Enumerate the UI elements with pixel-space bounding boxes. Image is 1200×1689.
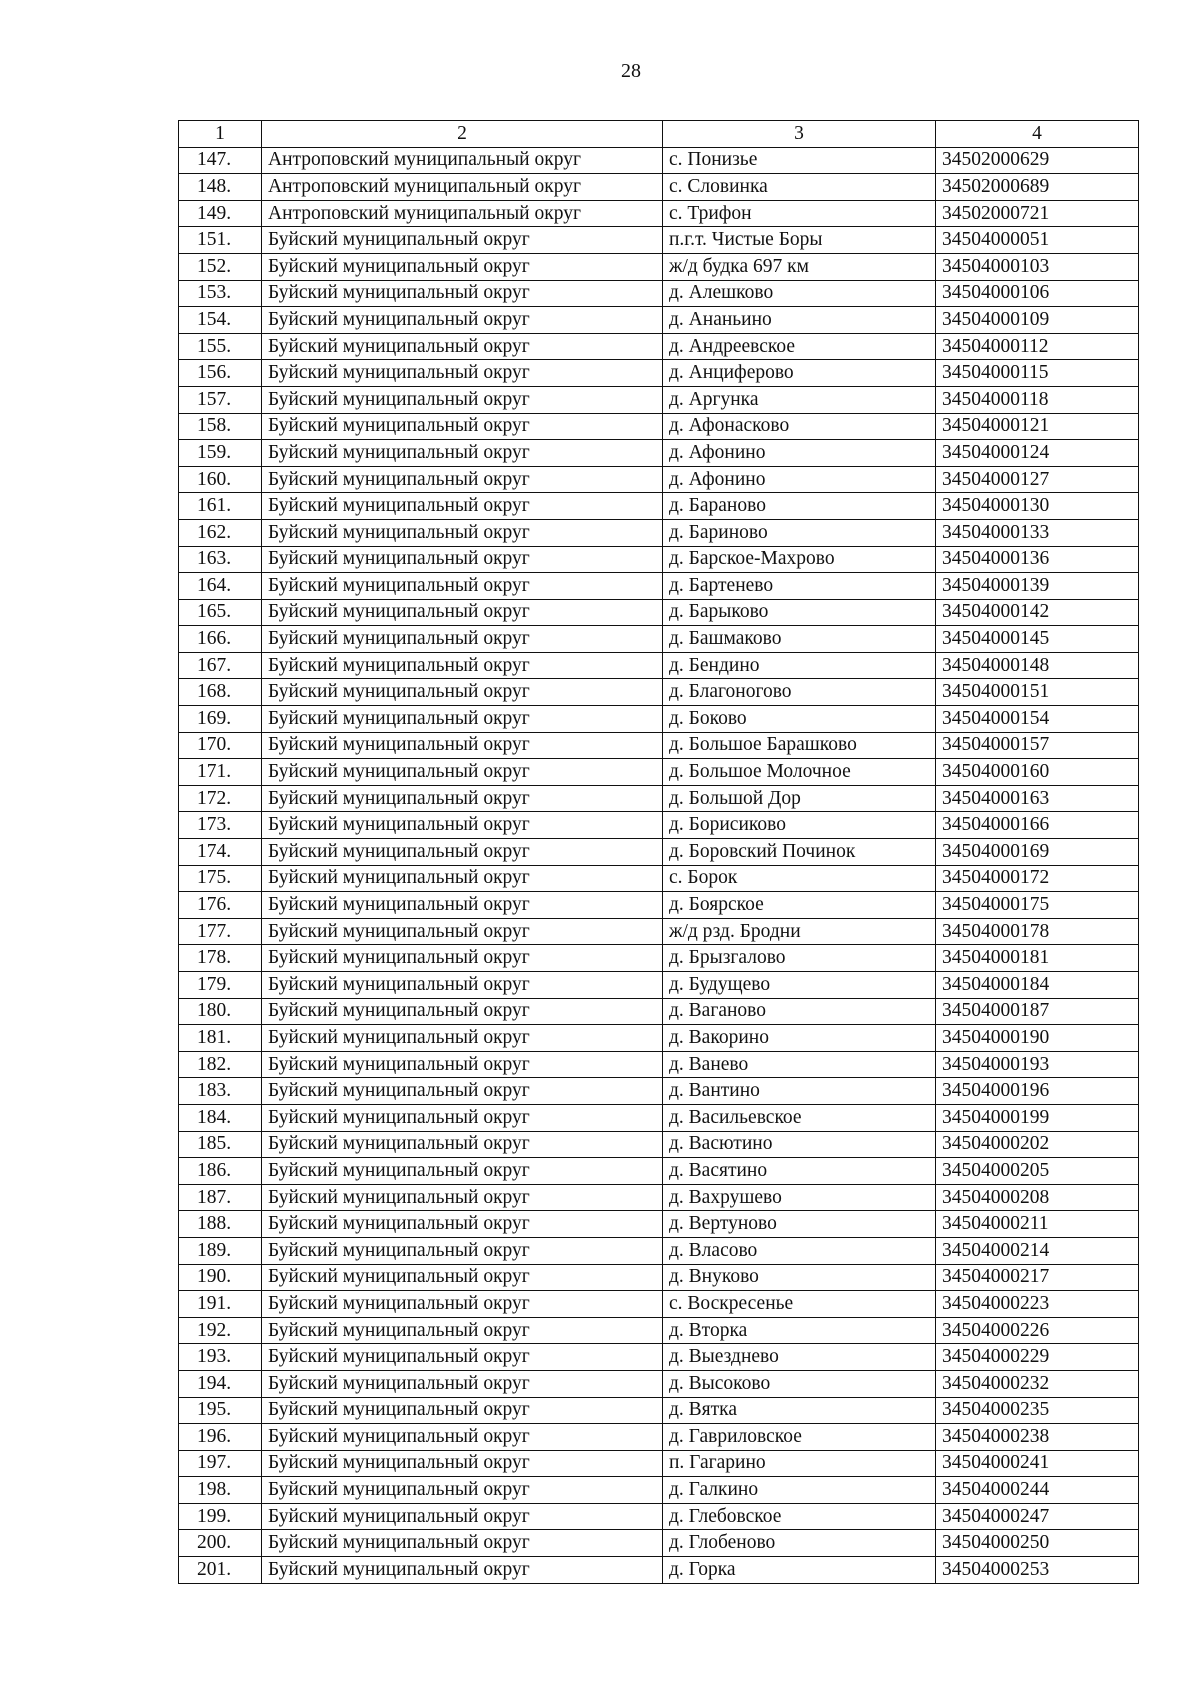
- table-row: [179, 945, 1139, 972]
- oktmo-code: 34504000205: [936, 1158, 1139, 1185]
- oktmo-code: 34504000226: [936, 1317, 1139, 1344]
- district-name: Буйский муниципальный округ: [262, 1078, 663, 1105]
- oktmo-code: 34504000051: [936, 227, 1139, 254]
- oktmo-code: 34504000202: [936, 1131, 1139, 1158]
- table-row: [179, 1291, 1139, 1318]
- row-number: 174.: [179, 839, 262, 866]
- district-name: Буйский муниципальный округ: [262, 1503, 663, 1530]
- row-number: 166.: [179, 626, 262, 653]
- settlement-name: д. Васильевское: [663, 1104, 936, 1131]
- district-name: Буйский муниципальный округ: [262, 1184, 663, 1211]
- table-row: [179, 1477, 1139, 1504]
- table-row: [179, 998, 1139, 1025]
- row-number: 151.: [179, 227, 262, 254]
- settlement-name: д. Боровский Починок: [663, 839, 936, 866]
- settlement-name: д. Анциферово: [663, 360, 936, 387]
- settlement-name: д. Бараново: [663, 493, 936, 520]
- district-name: Буйский муниципальный округ: [262, 227, 663, 254]
- table-row: [179, 918, 1139, 945]
- column-header-4: 4: [936, 121, 1139, 148]
- table-row: [179, 1184, 1139, 1211]
- oktmo-code: 34504000127: [936, 466, 1139, 493]
- settlement-name: д. Брызгалово: [663, 945, 936, 972]
- district-name: Буйский муниципальный округ: [262, 1104, 663, 1131]
- row-number: 167.: [179, 652, 262, 679]
- row-number: 152.: [179, 253, 262, 280]
- district-name: Буйский муниципальный округ: [262, 1237, 663, 1264]
- row-number: 165.: [179, 599, 262, 626]
- table-row: [179, 519, 1139, 546]
- table-row: [179, 1424, 1139, 1451]
- settlement-name: д. Андреевское: [663, 333, 936, 360]
- district-name: Буйский муниципальный округ: [262, 626, 663, 653]
- settlement-name: ж/д рзд. Бродни: [663, 918, 936, 945]
- row-number: 147.: [179, 147, 262, 174]
- row-number: 182.: [179, 1051, 262, 1078]
- table-row: [179, 892, 1139, 919]
- settlement-name: д. Вертуново: [663, 1211, 936, 1238]
- row-number: 162.: [179, 519, 262, 546]
- district-name: Буйский муниципальный округ: [262, 440, 663, 467]
- district-name: Буйский муниципальный округ: [262, 679, 663, 706]
- row-number: 201.: [179, 1557, 262, 1584]
- row-number: 181.: [179, 1025, 262, 1052]
- oktmo-code: 34504000130: [936, 493, 1139, 520]
- settlement-name: д. Бендино: [663, 652, 936, 679]
- row-number: 177.: [179, 918, 262, 945]
- row-number: 196.: [179, 1424, 262, 1451]
- table-row: [179, 1397, 1139, 1424]
- district-name: Буйский муниципальный округ: [262, 307, 663, 334]
- table-row: [179, 972, 1139, 999]
- row-number: 161.: [179, 493, 262, 520]
- oktmo-code: 34504000244: [936, 1477, 1139, 1504]
- settlement-name: д. Башмаково: [663, 626, 936, 653]
- row-number: 191.: [179, 1291, 262, 1318]
- row-number: 186.: [179, 1158, 262, 1185]
- district-name: Буйский муниципальный округ: [262, 360, 663, 387]
- row-number: 153.: [179, 280, 262, 307]
- table-row: [179, 466, 1139, 493]
- table-row: [179, 759, 1139, 786]
- oktmo-code: 34504000103: [936, 253, 1139, 280]
- table-row: [179, 626, 1139, 653]
- table-row: [179, 1317, 1139, 1344]
- district-name: Буйский муниципальный округ: [262, 706, 663, 733]
- oktmo-code: 34504000238: [936, 1424, 1139, 1451]
- oktmo-code: 34504000109: [936, 307, 1139, 334]
- oktmo-code: 34504000145: [936, 626, 1139, 653]
- row-number: 189.: [179, 1237, 262, 1264]
- table-row: [179, 200, 1139, 227]
- table-row: [179, 253, 1139, 280]
- table-row: [179, 1264, 1139, 1291]
- row-number: 164.: [179, 573, 262, 600]
- table-row: [179, 652, 1139, 679]
- table-row: [179, 413, 1139, 440]
- oktmo-code: 34504000163: [936, 785, 1139, 812]
- settlement-name: д. Горка: [663, 1557, 936, 1584]
- oktmo-code: 34504000148: [936, 652, 1139, 679]
- row-number: 187.: [179, 1184, 262, 1211]
- settlement-name: д. Глобеново: [663, 1530, 936, 1557]
- settlement-name: с. Трифон: [663, 200, 936, 227]
- row-number: 184.: [179, 1104, 262, 1131]
- district-name: Буйский муниципальный округ: [262, 839, 663, 866]
- district-name: Буйский муниципальный округ: [262, 1211, 663, 1238]
- district-name: Буйский муниципальный округ: [262, 918, 663, 945]
- settlement-name: д. Ваганово: [663, 998, 936, 1025]
- district-name: Антроповский муниципальный округ: [262, 200, 663, 227]
- table-row: [179, 706, 1139, 733]
- oktmo-code: 34502000629: [936, 147, 1139, 174]
- oktmo-code: 34504000193: [936, 1051, 1139, 1078]
- row-number: 190.: [179, 1264, 262, 1291]
- district-name: Буйский муниципальный округ: [262, 1264, 663, 1291]
- settlement-name: с. Словинка: [663, 174, 936, 201]
- table-row: [179, 1131, 1139, 1158]
- table-row: [179, 865, 1139, 892]
- settlement-name: д. Вятка: [663, 1397, 936, 1424]
- table-body: [179, 147, 1139, 1583]
- settlement-name: д. Борисиково: [663, 812, 936, 839]
- district-name: Буйский муниципальный округ: [262, 1317, 663, 1344]
- settlement-name: п. Гагарино: [663, 1450, 936, 1477]
- column-header-1: 1: [179, 121, 262, 148]
- oktmo-code: 34504000139: [936, 573, 1139, 600]
- table-row: [179, 785, 1139, 812]
- row-number: 173.: [179, 812, 262, 839]
- header-row: [179, 121, 1139, 148]
- settlement-name: д. Большое Барашково: [663, 732, 936, 759]
- settlement-name: д. Внуково: [663, 1264, 936, 1291]
- district-name: Антроповский муниципальный округ: [262, 174, 663, 201]
- settlement-name: д. Вторка: [663, 1317, 936, 1344]
- row-number: 192.: [179, 1317, 262, 1344]
- district-name: Буйский муниципальный округ: [262, 1424, 663, 1451]
- table-row: [179, 812, 1139, 839]
- row-number: 176.: [179, 892, 262, 919]
- settlement-name: д. Большое Молочное: [663, 759, 936, 786]
- table-row: [179, 679, 1139, 706]
- oktmo-code: 34504000181: [936, 945, 1139, 972]
- table-row: [179, 227, 1139, 254]
- settlement-name: д. Афонино: [663, 440, 936, 467]
- table-row: [179, 386, 1139, 413]
- oktmo-code: 34504000142: [936, 599, 1139, 626]
- district-name: Буйский муниципальный округ: [262, 652, 663, 679]
- oktmo-code: 34504000247: [936, 1503, 1139, 1530]
- oktmo-code: 34502000721: [936, 200, 1139, 227]
- oktmo-code: 34504000250: [936, 1530, 1139, 1557]
- table-row: [179, 839, 1139, 866]
- district-name: Буйский муниципальный округ: [262, 1370, 663, 1397]
- settlement-name: д. Ванево: [663, 1051, 936, 1078]
- oktmo-code: 34504000124: [936, 440, 1139, 467]
- column-header-3: 3: [663, 121, 936, 148]
- oktmo-code: 34504000115: [936, 360, 1139, 387]
- settlement-name: п.г.т. Чистые Боры: [663, 227, 936, 254]
- district-name: Буйский муниципальный округ: [262, 573, 663, 600]
- district-name: Буйский муниципальный округ: [262, 1450, 663, 1477]
- settlement-name: д. Гавриловское: [663, 1424, 936, 1451]
- row-number: 195.: [179, 1397, 262, 1424]
- district-name: Буйский муниципальный округ: [262, 785, 663, 812]
- row-number: 179.: [179, 972, 262, 999]
- oktmo-code: 34504000235: [936, 1397, 1139, 1424]
- district-name: Буйский муниципальный округ: [262, 493, 663, 520]
- row-number: 158.: [179, 413, 262, 440]
- settlements-table: [178, 120, 1139, 1584]
- district-name: Буйский муниципальный округ: [262, 865, 663, 892]
- settlement-name: д. Бариново: [663, 519, 936, 546]
- table-row: [179, 1344, 1139, 1371]
- table-row: [179, 1370, 1139, 1397]
- district-name: Буйский муниципальный округ: [262, 998, 663, 1025]
- table-header: [179, 121, 1139, 148]
- district-name: Буйский муниципальный округ: [262, 972, 663, 999]
- settlement-name: д. Васятино: [663, 1158, 936, 1185]
- district-name: Буйский муниципальный округ: [262, 1131, 663, 1158]
- settlement-name: д. Васютино: [663, 1131, 936, 1158]
- row-number: 188.: [179, 1211, 262, 1238]
- oktmo-code: 34504000223: [936, 1291, 1139, 1318]
- settlement-name: с. Воскресенье: [663, 1291, 936, 1318]
- settlement-name: ж/д будка 697 км: [663, 253, 936, 280]
- district-name: Буйский муниципальный округ: [262, 386, 663, 413]
- settlement-name: д. Вантино: [663, 1078, 936, 1105]
- row-number: 180.: [179, 998, 262, 1025]
- oktmo-code: 34504000208: [936, 1184, 1139, 1211]
- oktmo-code: 34504000136: [936, 546, 1139, 573]
- district-name: Буйский муниципальный округ: [262, 253, 663, 280]
- row-number: 197.: [179, 1450, 262, 1477]
- table-row: [179, 546, 1139, 573]
- district-name: Буйский муниципальный округ: [262, 1397, 663, 1424]
- oktmo-code: 34504000172: [936, 865, 1139, 892]
- row-number: 175.: [179, 865, 262, 892]
- settlement-name: д. Выезднево: [663, 1344, 936, 1371]
- settlement-name: с. Понизье: [663, 147, 936, 174]
- table-row: [179, 280, 1139, 307]
- page-number: 28: [621, 60, 641, 82]
- district-name: Антроповский муниципальный округ: [262, 147, 663, 174]
- oktmo-code: 34504000169: [936, 839, 1139, 866]
- table-row: [179, 333, 1139, 360]
- row-number: 170.: [179, 732, 262, 759]
- row-number: 185.: [179, 1131, 262, 1158]
- oktmo-code: 34504000187: [936, 998, 1139, 1025]
- settlement-name: д. Алешково: [663, 280, 936, 307]
- row-number: 200.: [179, 1530, 262, 1557]
- row-number: 168.: [179, 679, 262, 706]
- settlement-name: д. Аргунка: [663, 386, 936, 413]
- settlement-name: д. Вакорино: [663, 1025, 936, 1052]
- oktmo-code: 34504000178: [936, 918, 1139, 945]
- oktmo-code: 34504000196: [936, 1078, 1139, 1105]
- oktmo-code: 34504000253: [936, 1557, 1139, 1584]
- oktmo-code: 34504000133: [936, 519, 1139, 546]
- row-number: 178.: [179, 945, 262, 972]
- row-number: 198.: [179, 1477, 262, 1504]
- district-name: Буйский муниципальный округ: [262, 280, 663, 307]
- row-number: 193.: [179, 1344, 262, 1371]
- settlement-name: д. Барыково: [663, 599, 936, 626]
- oktmo-code: 34504000229: [936, 1344, 1139, 1371]
- column-header-2: 2: [262, 121, 663, 148]
- settlement-name: д. Большой Дор: [663, 785, 936, 812]
- row-number: 171.: [179, 759, 262, 786]
- district-name: Буйский муниципальный округ: [262, 546, 663, 573]
- district-name: Буйский муниципальный округ: [262, 1158, 663, 1185]
- district-name: Буйский муниципальный округ: [262, 599, 663, 626]
- row-number: 156.: [179, 360, 262, 387]
- district-name: Буйский муниципальный округ: [262, 892, 663, 919]
- settlement-name: д. Вахрушево: [663, 1184, 936, 1211]
- table-row: [179, 1025, 1139, 1052]
- district-name: Буйский муниципальный округ: [262, 466, 663, 493]
- settlement-name: д. Ананьино: [663, 307, 936, 334]
- district-name: Буйский муниципальный округ: [262, 732, 663, 759]
- table-row: [179, 493, 1139, 520]
- settlement-name: д. Боково: [663, 706, 936, 733]
- row-number: 149.: [179, 200, 262, 227]
- table-row: [179, 573, 1139, 600]
- settlement-name: д. Афонасково: [663, 413, 936, 440]
- oktmo-code: 34504000232: [936, 1370, 1139, 1397]
- oktmo-code: 34504000121: [936, 413, 1139, 440]
- district-name: Буйский муниципальный округ: [262, 812, 663, 839]
- settlement-name: д. Власово: [663, 1237, 936, 1264]
- settlement-name: д. Благоногово: [663, 679, 936, 706]
- oktmo-code: 34504000160: [936, 759, 1139, 786]
- table-row: [179, 147, 1139, 174]
- settlement-name: д. Будущево: [663, 972, 936, 999]
- district-name: Буйский муниципальный округ: [262, 759, 663, 786]
- row-number: 148.: [179, 174, 262, 201]
- settlement-name: д. Боярское: [663, 892, 936, 919]
- district-name: Буйский муниципальный округ: [262, 945, 663, 972]
- district-name: Буйский муниципальный округ: [262, 1344, 663, 1371]
- table-row: [179, 599, 1139, 626]
- row-number: 172.: [179, 785, 262, 812]
- district-name: Буйский муниципальный округ: [262, 1051, 663, 1078]
- oktmo-code: 34502000689: [936, 174, 1139, 201]
- table-row: [179, 1530, 1139, 1557]
- table-row: [179, 1503, 1139, 1530]
- row-number: 183.: [179, 1078, 262, 1105]
- table-row: [179, 307, 1139, 334]
- row-number: 154.: [179, 307, 262, 334]
- row-number: 155.: [179, 333, 262, 360]
- row-number: 194.: [179, 1370, 262, 1397]
- district-name: Буйский муниципальный округ: [262, 1291, 663, 1318]
- oktmo-code: 34504000151: [936, 679, 1139, 706]
- settlement-name: д. Глебовское: [663, 1503, 936, 1530]
- settlement-name: д. Бартенево: [663, 573, 936, 600]
- oktmo-code: 34504000175: [936, 892, 1139, 919]
- table-row: [179, 1557, 1139, 1584]
- district-name: Буйский муниципальный округ: [262, 1477, 663, 1504]
- oktmo-code: 34504000199: [936, 1104, 1139, 1131]
- table-row: [179, 1450, 1139, 1477]
- oktmo-code: 34504000190: [936, 1025, 1139, 1052]
- table-row: [179, 1078, 1139, 1105]
- oktmo-code: 34504000214: [936, 1237, 1139, 1264]
- table-row: [179, 1211, 1139, 1238]
- oktmo-code: 34504000112: [936, 333, 1139, 360]
- district-name: Буйский муниципальный округ: [262, 333, 663, 360]
- row-number: 169.: [179, 706, 262, 733]
- settlement-name: с. Борок: [663, 865, 936, 892]
- table-row: [179, 1237, 1139, 1264]
- oktmo-code: 34504000157: [936, 732, 1139, 759]
- table-row: [179, 440, 1139, 467]
- oktmo-code: 34504000154: [936, 706, 1139, 733]
- oktmo-code: 34504000217: [936, 1264, 1139, 1291]
- district-name: Буйский муниципальный округ: [262, 519, 663, 546]
- table-row: [179, 174, 1139, 201]
- row-number: 199.: [179, 1503, 262, 1530]
- settlement-name: д. Афонино: [663, 466, 936, 493]
- oktmo-code: 34504000166: [936, 812, 1139, 839]
- table-row: [179, 360, 1139, 387]
- table-row: [179, 1158, 1139, 1185]
- district-name: Буйский муниципальный округ: [262, 1530, 663, 1557]
- row-number: 160.: [179, 466, 262, 493]
- row-number: 157.: [179, 386, 262, 413]
- oktmo-code: 34504000106: [936, 280, 1139, 307]
- oktmo-code: 34504000241: [936, 1450, 1139, 1477]
- row-number: 159.: [179, 440, 262, 467]
- district-name: Буйский муниципальный округ: [262, 1025, 663, 1052]
- oktmo-code: 34504000211: [936, 1211, 1139, 1238]
- row-number: 163.: [179, 546, 262, 573]
- settlement-name: д. Высоково: [663, 1370, 936, 1397]
- oktmo-code: 34504000184: [936, 972, 1139, 999]
- settlement-name: д. Галкино: [663, 1477, 936, 1504]
- settlement-name: д. Барское-Махрово: [663, 546, 936, 573]
- table-row: [179, 732, 1139, 759]
- oktmo-code: 34504000118: [936, 386, 1139, 413]
- table-row: [179, 1051, 1139, 1078]
- district-name: Буйский муниципальный округ: [262, 413, 663, 440]
- district-name: Буйский муниципальный округ: [262, 1557, 663, 1584]
- table-row: [179, 1104, 1139, 1131]
